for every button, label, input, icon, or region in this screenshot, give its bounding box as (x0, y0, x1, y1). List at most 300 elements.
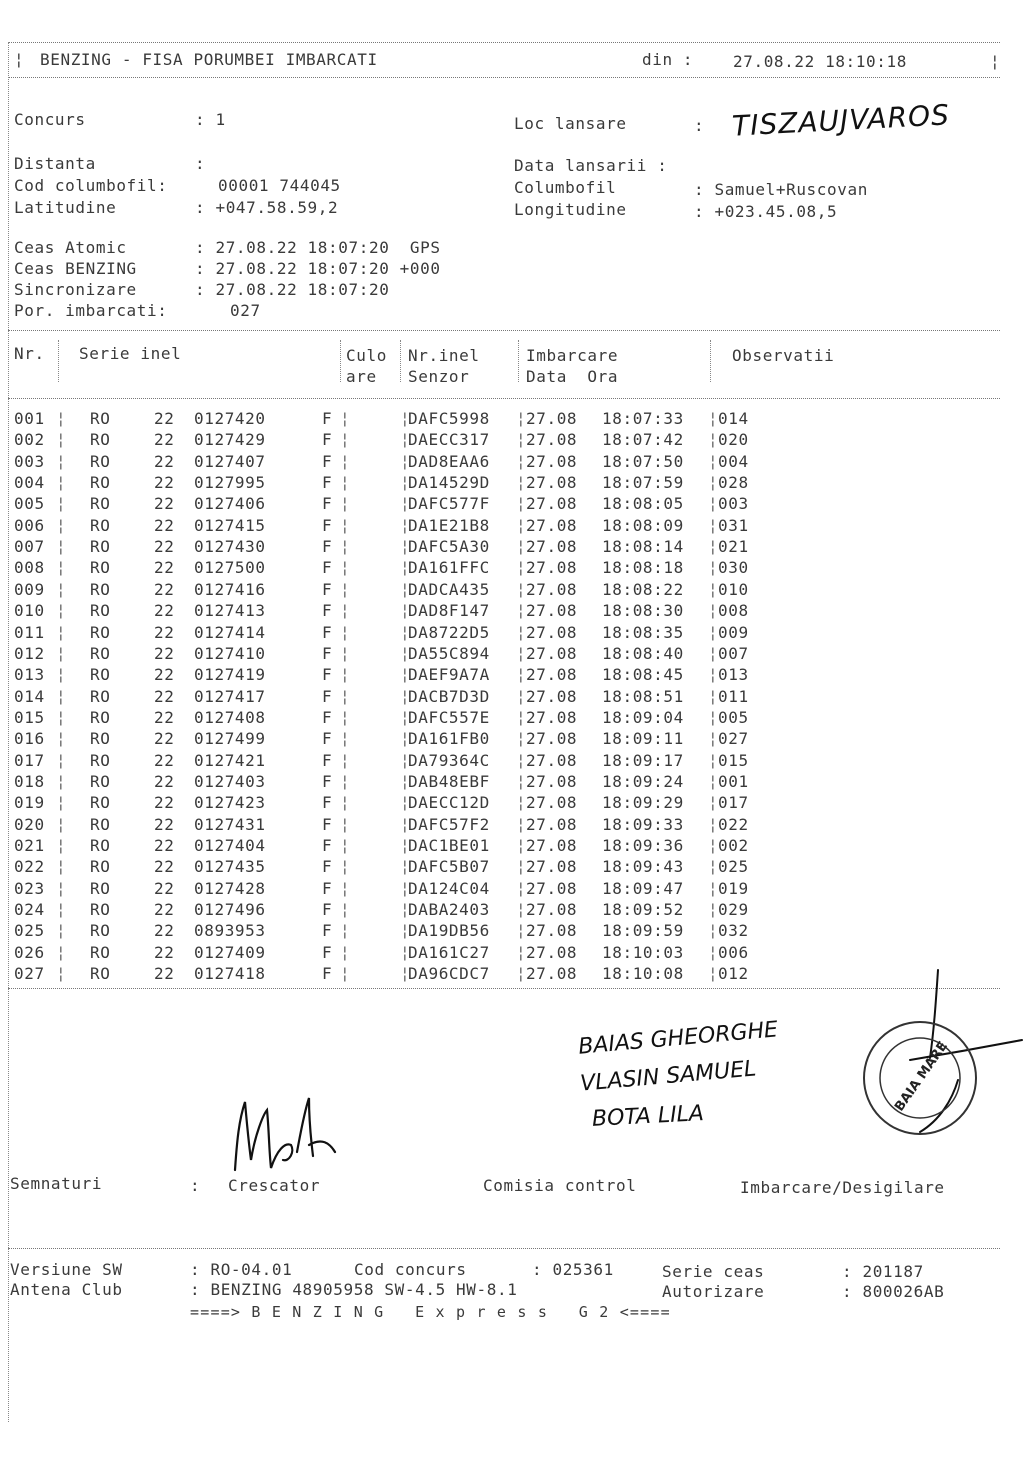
cell-ring: 0127429 (194, 430, 266, 450)
cell-sensor: DA55C894 (408, 643, 490, 663)
ceas-atomic-value: : 27.08.22 18:07:20 GPS (195, 238, 441, 257)
cod-concurs-value: : 025361 (532, 1260, 614, 1279)
cell-ring: 0127435 (194, 857, 266, 877)
row-sep-3: ¦ (400, 836, 411, 855)
cell-sex: F (322, 579, 333, 599)
row-sep-4: ¦ (516, 750, 527, 770)
row-sep-1: ¦ (56, 686, 67, 706)
table-row (0, 878, 1024, 899)
row-sep-3: ¦ (400, 622, 411, 642)
col-serie-header: Serie inel (79, 344, 182, 363)
row-sep-2: ¦ (340, 430, 351, 450)
cell-ring: 0127995 (194, 473, 266, 493)
concurs-label: Concurs (14, 110, 86, 129)
row-sep-5: ¦ (708, 878, 719, 898)
cell-sex: F (322, 622, 333, 642)
row-sep-4: ¦ (516, 814, 527, 834)
row-sep-4: ¦ (516, 921, 527, 941)
versiune-sw-value: : RO-04.01 (190, 1260, 293, 1279)
cell-year: 22 (154, 814, 175, 834)
row-sep-2: ¦ (340, 622, 351, 642)
autorizare-label: Autorizare (662, 1282, 765, 1301)
cell-observatii: 003 (718, 494, 749, 514)
row-sep-2: ¦ (340, 686, 351, 706)
cell-time: 18:09:24 (602, 771, 684, 791)
cell-sensor: DA161C27 (408, 942, 490, 962)
autorizare-value: : 800026AB (842, 1282, 945, 1301)
cell-year: 22 (154, 515, 175, 535)
cell-sensor: DAFC57F2 (408, 814, 490, 834)
cell-country: RO (90, 409, 111, 428)
cell-country: RO (90, 793, 111, 813)
row-sep-1: ¦ (56, 515, 67, 535)
table-row (0, 920, 1024, 941)
cell-time: 18:08:35 (602, 622, 684, 642)
cell-sensor: DA124C04 (408, 878, 490, 898)
table-row (0, 728, 1024, 749)
cell-sensor: DAC1BE01 (408, 836, 490, 855)
table-row (0, 515, 1024, 536)
cell-nr: 002 (14, 430, 45, 450)
table-row (0, 856, 1024, 877)
row-sep-4: ¦ (516, 771, 527, 791)
row-sep-3: ¦ (400, 900, 411, 920)
cell-time: 18:07:59 (602, 473, 684, 493)
cell-ring: 0127500 (194, 558, 266, 578)
cell-sex: F (322, 601, 333, 621)
cod-columbofil-value: 00001 744045 (218, 176, 341, 195)
cell-year: 22 (154, 750, 175, 770)
row-sep-2: ¦ (340, 964, 351, 984)
row-sep-1: ¦ (56, 900, 67, 920)
table-row (0, 707, 1024, 728)
row-sep-4: ¦ (516, 601, 527, 621)
row-sep-2: ¦ (340, 921, 351, 941)
row-sep-2: ¦ (340, 942, 351, 962)
cell-observatii: 004 (718, 451, 749, 471)
row-sep-5: ¦ (708, 579, 719, 599)
row-sep-5: ¦ (708, 707, 719, 727)
cell-sex: F (322, 900, 333, 920)
cell-sex: F (322, 430, 333, 450)
cell-date: 27.08 (526, 964, 578, 984)
row-sep-3: ¦ (400, 814, 411, 834)
row-sep-4: ¦ (516, 964, 527, 984)
row-sep-2: ¦ (340, 836, 351, 855)
row-sep-2: ¦ (340, 729, 351, 749)
cell-time: 18:09:33 (602, 814, 684, 834)
cell-year: 22 (154, 836, 175, 855)
ceas-atomic-label: Ceas Atomic (14, 238, 127, 257)
row-sep-1: ¦ (56, 857, 67, 877)
row-sep-4: ¦ (516, 430, 527, 450)
row-sep-5: ¦ (708, 494, 719, 514)
table-row (0, 579, 1024, 600)
cell-year: 22 (154, 686, 175, 706)
cell-sex: F (322, 814, 333, 834)
row-sep-3: ¦ (400, 964, 411, 984)
row-sep-2: ¦ (340, 601, 351, 621)
row-sep-4: ¦ (516, 579, 527, 599)
por-imbarcati-value: 027 (230, 301, 261, 320)
row-sep-5: ¦ (708, 921, 719, 941)
cell-observatii: 013 (718, 665, 749, 685)
col-senzor-header: Senzor (408, 367, 470, 386)
cell-country: RO (90, 729, 111, 749)
cell-date: 27.08 (526, 793, 578, 813)
cell-observatii: 007 (718, 643, 749, 663)
cell-country: RO (90, 451, 111, 471)
cell-sex: F (322, 793, 333, 813)
cell-country: RO (90, 579, 111, 599)
cell-year: 22 (154, 900, 175, 920)
row-sep-1: ¦ (56, 473, 67, 493)
latitudine-value: : +047.58.59,2 (195, 198, 339, 217)
cell-nr: 025 (14, 921, 45, 941)
cell-nr: 001 (14, 409, 45, 428)
distanta-value: : (195, 154, 206, 173)
row-sep-5: ¦ (708, 686, 719, 706)
cell-country: RO (90, 473, 111, 493)
cell-observatii: 025 (718, 857, 749, 877)
row-sep-3: ¦ (400, 558, 411, 578)
row-sep-4: ¦ (516, 494, 527, 514)
table-row (0, 942, 1024, 963)
row-sep-5: ¦ (708, 558, 719, 578)
row-sep-3: ¦ (400, 451, 411, 471)
cell-year: 22 (154, 537, 175, 557)
row-sep-3: ¦ (400, 515, 411, 535)
cell-country: RO (90, 515, 111, 535)
col-divider-3 (400, 340, 401, 382)
cell-country: RO (90, 622, 111, 642)
cell-observatii: 032 (718, 921, 749, 941)
cell-ring: 0127496 (194, 900, 266, 920)
cell-nr: 013 (14, 665, 45, 685)
longitudine-value: : +023.45.08,5 (694, 202, 838, 221)
row-sep-2: ¦ (340, 409, 351, 428)
cell-sensor: DADCA435 (408, 579, 490, 599)
row-sep-4: ¦ (516, 558, 527, 578)
cell-date: 27.08 (526, 814, 578, 834)
cell-sex: F (322, 643, 333, 663)
cell-date: 27.08 (526, 622, 578, 642)
cell-country: RO (90, 900, 111, 920)
cell-observatii: 021 (718, 537, 749, 557)
cell-nr: 015 (14, 707, 45, 727)
cell-country: RO (90, 643, 111, 663)
row-sep-5: ¦ (708, 900, 719, 920)
cell-date: 27.08 (526, 857, 578, 877)
columbofil-value: : Samuel+Ruscovan (694, 180, 868, 199)
table-row (0, 600, 1024, 621)
row-sep-3: ¦ (400, 729, 411, 749)
cell-sex: F (322, 515, 333, 535)
por-imbarcati-label: Por. imbarcati: (14, 301, 168, 320)
row-sep-1: ¦ (56, 643, 67, 663)
cell-country: RO (90, 494, 111, 514)
row-sep-5: ¦ (708, 473, 719, 493)
row-sep-1: ¦ (56, 814, 67, 834)
cell-observatii: 029 (718, 900, 749, 920)
cell-time: 18:07:42 (602, 430, 684, 450)
cell-time: 18:10:08 (602, 964, 684, 984)
row-sep-3: ¦ (400, 857, 411, 877)
cell-sensor: DAFC5B07 (408, 857, 490, 877)
crescator-signature (225, 1090, 345, 1180)
col-observatii-header: Observatii (732, 346, 835, 365)
cell-ring: 0127408 (194, 707, 266, 727)
col-imbarcare-header: Imbarcare (526, 346, 619, 365)
cell-country: RO (90, 878, 111, 898)
row-sep-2: ¦ (340, 793, 351, 813)
cell-year: 22 (154, 473, 175, 493)
footer-top-rule (8, 1248, 1000, 1249)
row-sep-4: ¦ (516, 643, 527, 663)
cell-observatii: 010 (718, 579, 749, 599)
cell-nr: 023 (14, 878, 45, 898)
row-sep-5: ¦ (708, 451, 719, 471)
cell-nr: 020 (14, 814, 45, 834)
cell-sensor: DA1E21B8 (408, 515, 490, 535)
cell-observatii: 009 (718, 622, 749, 642)
row-sep-5: ¦ (708, 643, 719, 663)
cell-observatii: 011 (718, 686, 749, 706)
cell-ring: 0127407 (194, 451, 266, 471)
cell-time: 18:08:22 (602, 579, 684, 599)
row-sep-4: ¦ (516, 942, 527, 962)
cell-sensor: DAD8F147 (408, 601, 490, 621)
cell-nr: 011 (14, 622, 45, 642)
row-sep-3: ¦ (400, 409, 411, 428)
table-row (0, 451, 1024, 472)
row-sep-5: ¦ (708, 836, 719, 855)
cell-date: 27.08 (526, 558, 578, 578)
row-sep-2: ¦ (340, 537, 351, 557)
cell-nr: 021 (14, 836, 45, 855)
cell-date: 27.08 (526, 878, 578, 898)
concurs-value: : 1 (195, 110, 226, 129)
antena-club-label: Antena Club (10, 1280, 123, 1299)
crescator-label: Crescator (228, 1176, 321, 1195)
header-top-rule (8, 42, 1000, 43)
row-sep-1: ¦ (56, 878, 67, 898)
cell-time: 18:09:47 (602, 878, 684, 898)
row-sep-3: ¦ (400, 494, 411, 514)
cell-date: 27.08 (526, 707, 578, 727)
row-sep-2: ¦ (340, 857, 351, 877)
cell-country: RO (90, 750, 111, 770)
cell-time: 18:09:17 (602, 750, 684, 770)
benzing-express-banner: ====> B E N Z I N G E x p r e s s G 2 <==== (190, 1303, 671, 1321)
table-row (0, 792, 1024, 813)
cell-year: 22 (154, 707, 175, 727)
row-sep-5: ¦ (708, 814, 719, 834)
row-sep-4: ¦ (516, 878, 527, 898)
table-row (0, 429, 1024, 450)
row-sep-1: ¦ (56, 451, 67, 471)
latitudine-label: Latitudine (14, 198, 117, 217)
cell-sensor: DAFC577F (408, 494, 490, 514)
row-sep-3: ¦ (400, 579, 411, 599)
table-row (0, 899, 1024, 920)
cell-date: 27.08 (526, 494, 578, 514)
versiune-sw-label: Versiune SW (10, 1260, 123, 1279)
imbarcare-desigilare-label: Imbarcare/Desigilare (740, 1178, 945, 1197)
cell-time: 18:08:51 (602, 686, 684, 706)
cell-time: 18:08:14 (602, 537, 684, 557)
cell-country: RO (90, 836, 111, 855)
row-sep-2: ¦ (340, 878, 351, 898)
loc-lansare-handwritten: TISZAUJVAROS (731, 98, 951, 143)
sincronizare-value: : 27.08.22 18:07:20 (195, 280, 390, 299)
row-sep-4: ¦ (516, 451, 527, 471)
cell-country: RO (90, 558, 111, 578)
row-sep-1: ¦ (56, 494, 67, 514)
cell-sensor: DACB7D3D (408, 686, 490, 706)
cell-ring: 0127406 (194, 494, 266, 514)
row-sep-2: ¦ (340, 494, 351, 514)
row-sep-4: ¦ (516, 793, 527, 813)
cell-observatii: 001 (718, 771, 749, 791)
row-sep-2: ¦ (340, 750, 351, 770)
cell-year: 22 (154, 622, 175, 642)
cell-ring: 0127423 (194, 793, 266, 813)
cell-ring: 0127419 (194, 665, 266, 685)
handwritten-name-2: VLASIN SAMUEL (579, 1056, 758, 1097)
cell-observatii: 008 (718, 601, 749, 621)
table-row (0, 643, 1024, 664)
cell-sex: F (322, 665, 333, 685)
table-row (0, 557, 1024, 578)
row-sep-4: ¦ (516, 409, 527, 428)
cell-country: RO (90, 686, 111, 706)
row-sep-2: ¦ (340, 771, 351, 791)
cell-observatii: 017 (718, 793, 749, 813)
cell-time: 18:09:59 (602, 921, 684, 941)
cell-ring: 0127420 (194, 409, 266, 428)
row-sep-4: ¦ (516, 900, 527, 920)
cell-ring: 0127428 (194, 878, 266, 898)
cell-sensor: DA96CDC7 (408, 964, 490, 984)
row-sep-1: ¦ (56, 921, 67, 941)
cell-nr: 004 (14, 473, 45, 493)
row-sep-1: ¦ (56, 579, 67, 599)
row-sep-1: ¦ (56, 942, 67, 962)
row-sep-5: ¦ (708, 857, 719, 877)
cell-nr: 027 (14, 964, 45, 984)
row-sep-3: ¦ (400, 707, 411, 727)
row-sep-1: ¦ (56, 707, 67, 727)
table-row (0, 622, 1024, 643)
col-divider-1 (58, 340, 59, 382)
cell-ring: 0127404 (194, 836, 266, 855)
cell-time: 18:09:52 (602, 900, 684, 920)
cod-concurs-label: Cod concurs (354, 1260, 467, 1279)
row-sep-5: ¦ (708, 729, 719, 749)
cell-nr: 016 (14, 729, 45, 749)
cell-year: 22 (154, 579, 175, 599)
cell-observatii: 030 (718, 558, 749, 578)
document-title: BENZING - FISA PORUMBEI IMBARCATI (40, 50, 378, 69)
cell-year: 22 (154, 771, 175, 791)
row-sep-3: ¦ (400, 665, 411, 685)
cell-year: 22 (154, 409, 175, 428)
signature-stroke (235, 1098, 335, 1170)
cell-time: 18:09:29 (602, 793, 684, 813)
cell-country: RO (90, 942, 111, 962)
cell-country: RO (90, 921, 111, 941)
cell-nr: 026 (14, 942, 45, 962)
cell-nr: 018 (14, 771, 45, 791)
cell-ring: 0127416 (194, 579, 266, 599)
cell-sensor: DAD8EAA6 (408, 451, 490, 471)
cell-nr: 007 (14, 537, 45, 557)
row-sep-4: ¦ (516, 622, 527, 642)
loc-lansare-colon: : (694, 116, 705, 135)
row-sep-3: ¦ (400, 771, 411, 791)
cell-time: 18:08:05 (602, 494, 684, 514)
cell-time: 18:09:04 (602, 707, 684, 727)
cell-sensor: DA161FB0 (408, 729, 490, 749)
row-sep-4: ¦ (516, 473, 527, 493)
row-sep-1: ¦ (56, 430, 67, 450)
row-sep-3: ¦ (400, 473, 411, 493)
col-data-ora-header: Data Ora (526, 367, 619, 386)
row-sep-4: ¦ (516, 686, 527, 706)
cell-observatii: 028 (718, 473, 749, 493)
cell-sex: F (322, 942, 333, 962)
row-sep-2: ¦ (340, 579, 351, 599)
cell-country: RO (90, 537, 111, 557)
row-sep-1: ¦ (56, 836, 67, 855)
cell-year: 22 (154, 964, 175, 984)
cell-observatii: 015 (718, 750, 749, 770)
cell-year: 22 (154, 601, 175, 621)
header-bottom-rule (8, 77, 1000, 78)
cell-country: RO (90, 771, 111, 791)
col-culo-header: Culo (346, 346, 387, 365)
table-header-rule (8, 398, 1000, 399)
table-row (0, 493, 1024, 514)
cell-country: RO (90, 707, 111, 727)
row-sep-1: ¦ (56, 729, 67, 749)
table-row (0, 664, 1024, 685)
cell-year: 22 (154, 430, 175, 450)
cell-sex: F (322, 409, 333, 428)
cell-observatii: 019 (718, 878, 749, 898)
cell-time: 18:08:45 (602, 665, 684, 685)
table-row (0, 472, 1024, 493)
row-sep-3: ¦ (400, 750, 411, 770)
row-sep-3: ¦ (400, 942, 411, 962)
cell-time: 18:09:36 (602, 836, 684, 855)
cell-year: 22 (154, 857, 175, 877)
cell-country: RO (90, 430, 111, 450)
row-sep-3: ¦ (400, 878, 411, 898)
cell-year: 22 (154, 665, 175, 685)
row-sep-4: ¦ (516, 515, 527, 535)
row-sep-2: ¦ (340, 665, 351, 685)
cell-date: 27.08 (526, 942, 578, 962)
cell-ring: 0127418 (194, 964, 266, 984)
cell-observatii: 020 (718, 430, 749, 450)
distanta-label: Distanta (14, 154, 96, 173)
cell-ring: 0127499 (194, 729, 266, 749)
cell-date: 27.08 (526, 409, 578, 428)
cell-observatii: 012 (718, 964, 749, 984)
cell-sensor: DA8722D5 (408, 622, 490, 642)
